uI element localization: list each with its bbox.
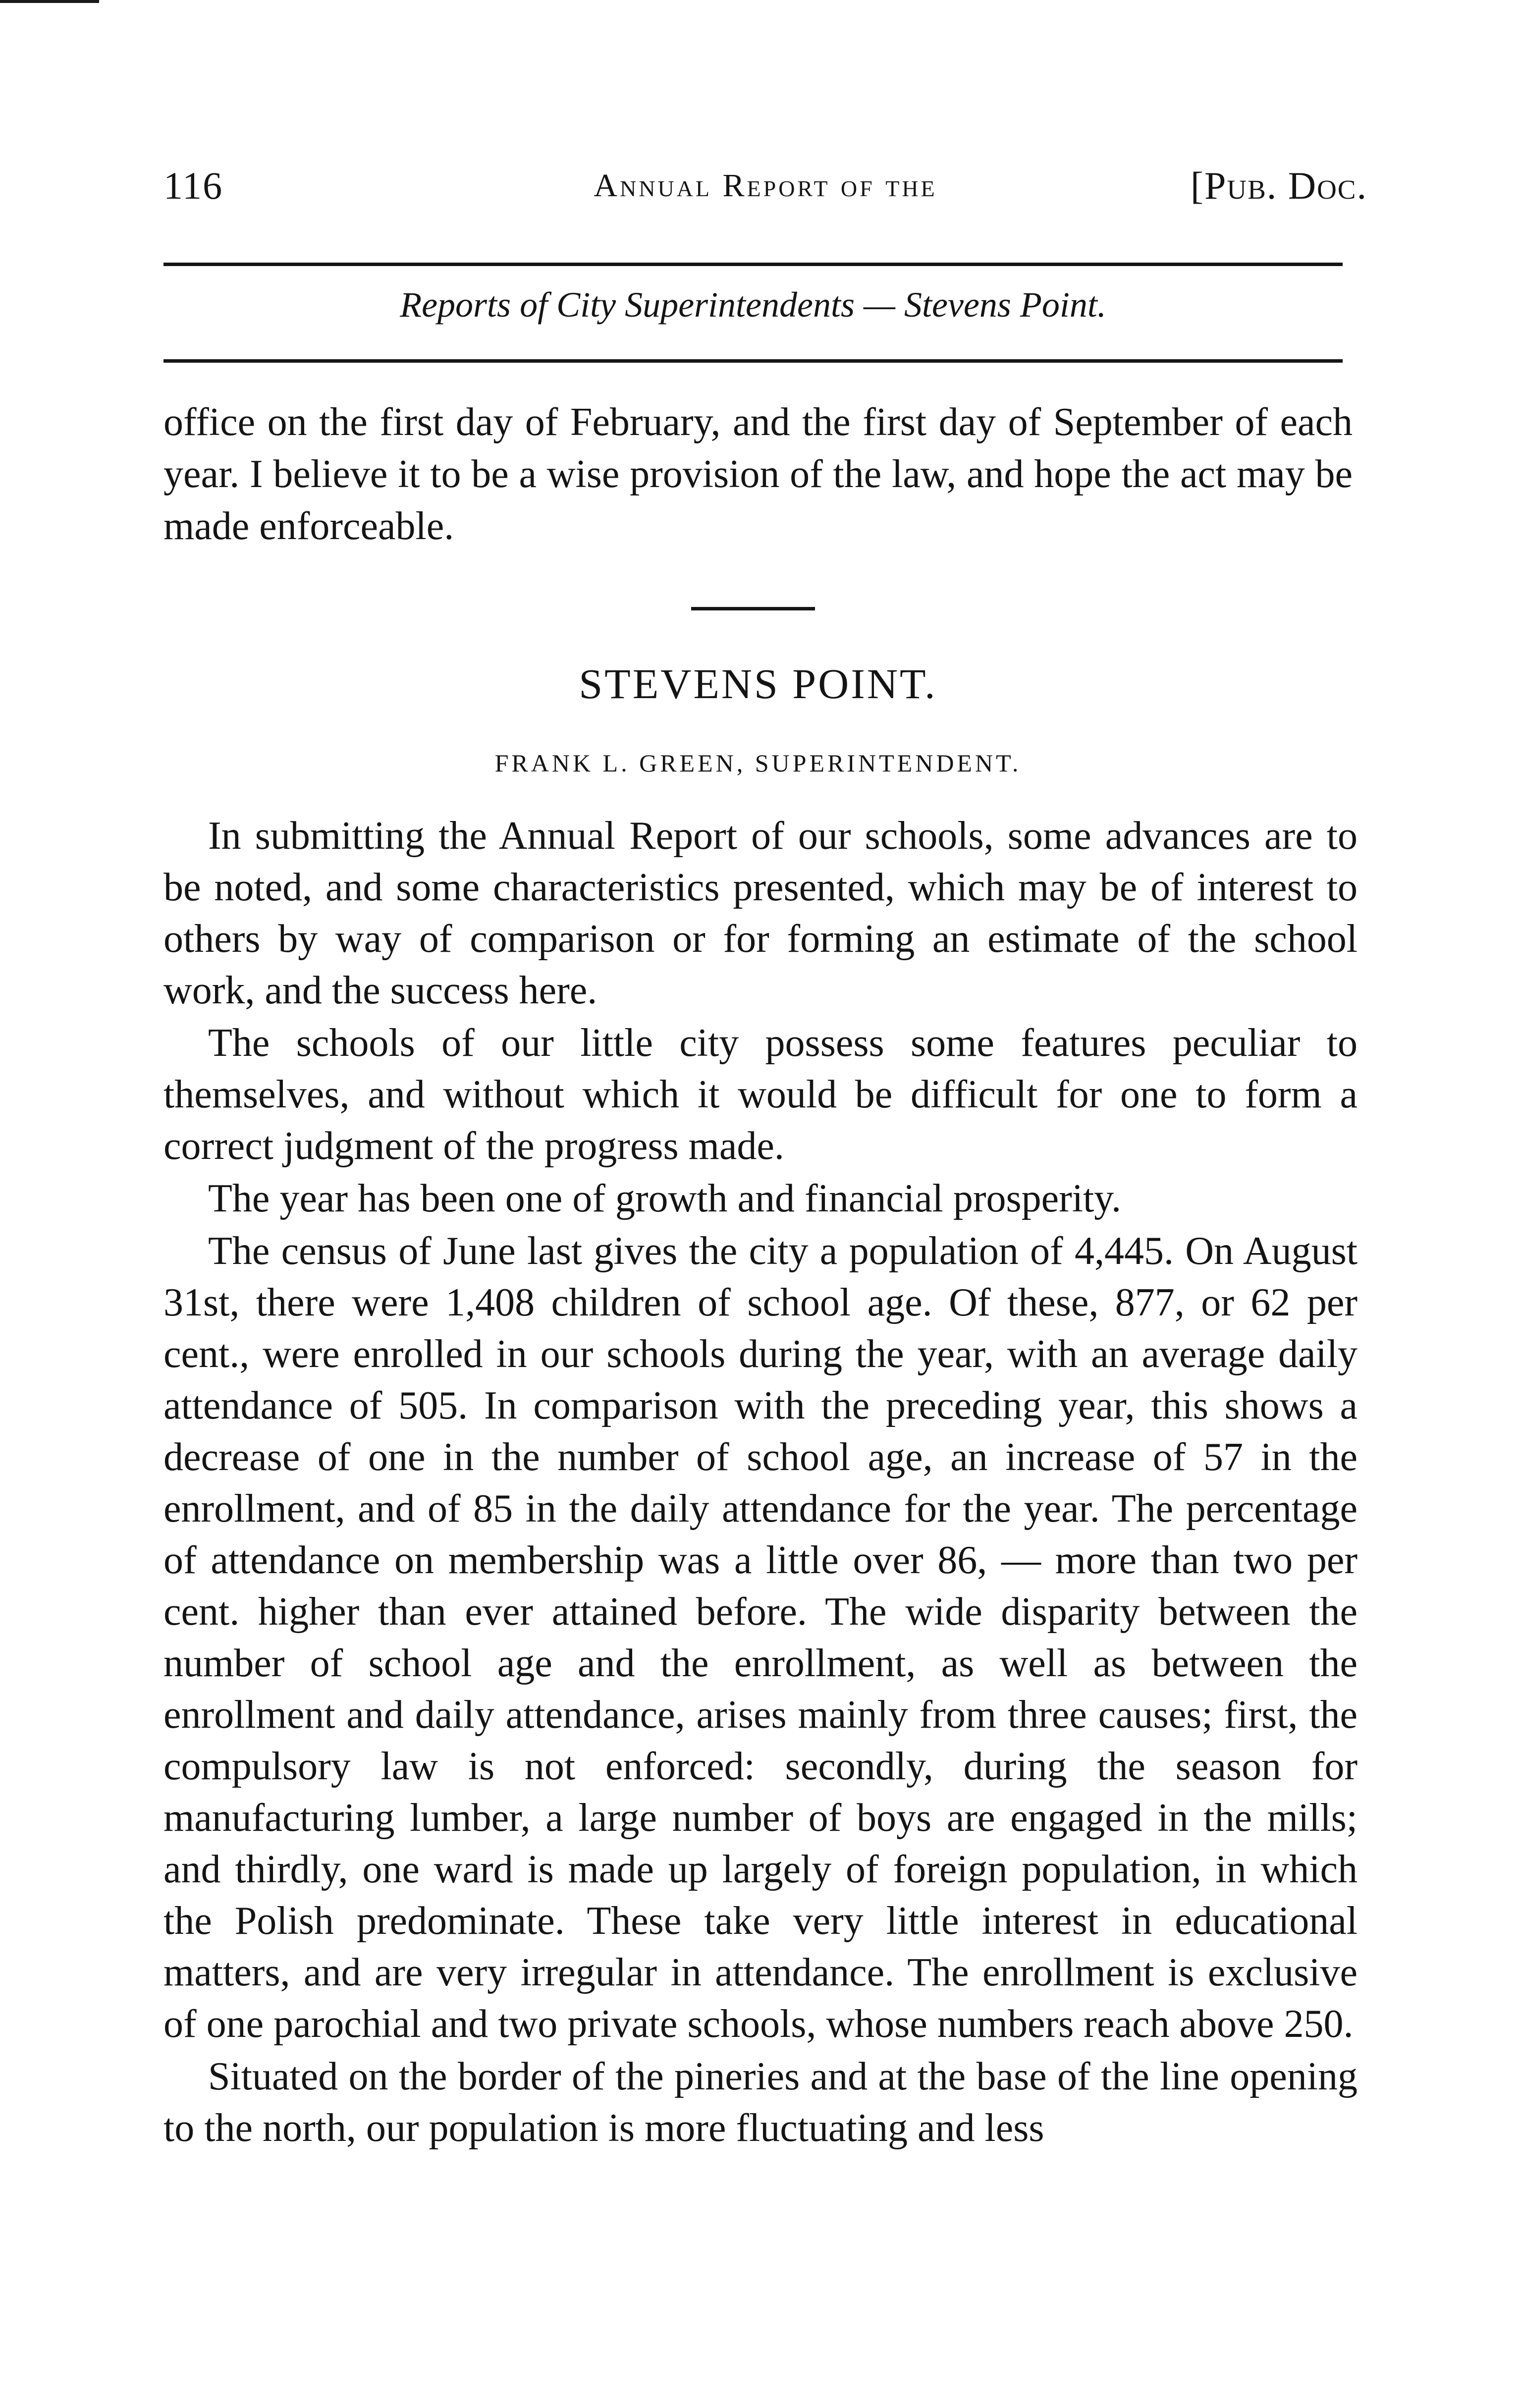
running-title: Annual Report of the bbox=[594, 167, 937, 204]
section-divider bbox=[691, 607, 815, 610]
superintendent-byline: FRANK L. GREEN, SUPERINTENDENT. bbox=[494, 749, 1022, 777]
document-reference: [Pub. Doc. bbox=[1191, 164, 1367, 207]
scan-edge-mark bbox=[0, 0, 99, 3]
header-rule-bottom bbox=[163, 359, 1343, 363]
page-number: 116 bbox=[163, 164, 223, 207]
continued-paragraph: office on the first day of February, and the first day of September of each year. I believe it to be a wise provision of the law, and hope the act may be made enforceable. bbox=[163, 400, 1353, 548]
report-body bbox=[163, 810, 1358, 2155]
section-head: Reports of City Superintendents — Stevens Point. bbox=[400, 285, 1106, 325]
paragraph: The year has been one of growth and financial prosperity. bbox=[208, 1177, 1122, 1220]
paragraph: The census of June last gives the city a population of 4,445. On August 31st, there were 1,408 children of school age. Of these, 877, or 62 per cent., were enrolled in our schools during the year, with an average daily attendance of 505. In comparison with the preceding year, this shows a decrease of one in the number of school age, an increase of 57 in the enrollment, and of 85 in the daily attendance for the year. The percentage of attendance on membership was a little over 86, — more than two per cent. higher than ever attained before. The wide disparity between the number of school age and the enrollment, as well as between the enrollment and daily attendance, arises mainly from three causes; first, the compulsory law is not enforced: secondly, during the season for manufacturing lumber, a large number of boys are engaged in the mills; and thirdly, one ward is made up largely of foreign population, in which the Polish predominate. These take very little interest in educational matters, and are very irregular in attendance. The enrollment is exclusive of one parochial and two private schools, whose numbers reach above 250. bbox=[163, 1229, 1358, 2046]
paragraph: Situated on the border of the pineries and at the base of the line opening to the north, our population is more fluctuating and less bbox=[163, 2055, 1358, 2150]
header-rule-top bbox=[163, 263, 1343, 266]
running-head bbox=[163, 159, 1367, 213]
paragraph: In submitting the Annual Report of our schools, some advances are to be noted, and some characteristics presented, which may be of interest to others by way of comparison or for forming an estimate of the school work, and the success here. bbox=[163, 814, 1358, 1012]
paragraph: The schools of our little city possess some features peculiar to themselves, and without which it would be difficult for one to form a correct judgment of the progress made. bbox=[163, 1021, 1358, 1168]
city-heading: STEVENS POINT. bbox=[579, 660, 937, 708]
